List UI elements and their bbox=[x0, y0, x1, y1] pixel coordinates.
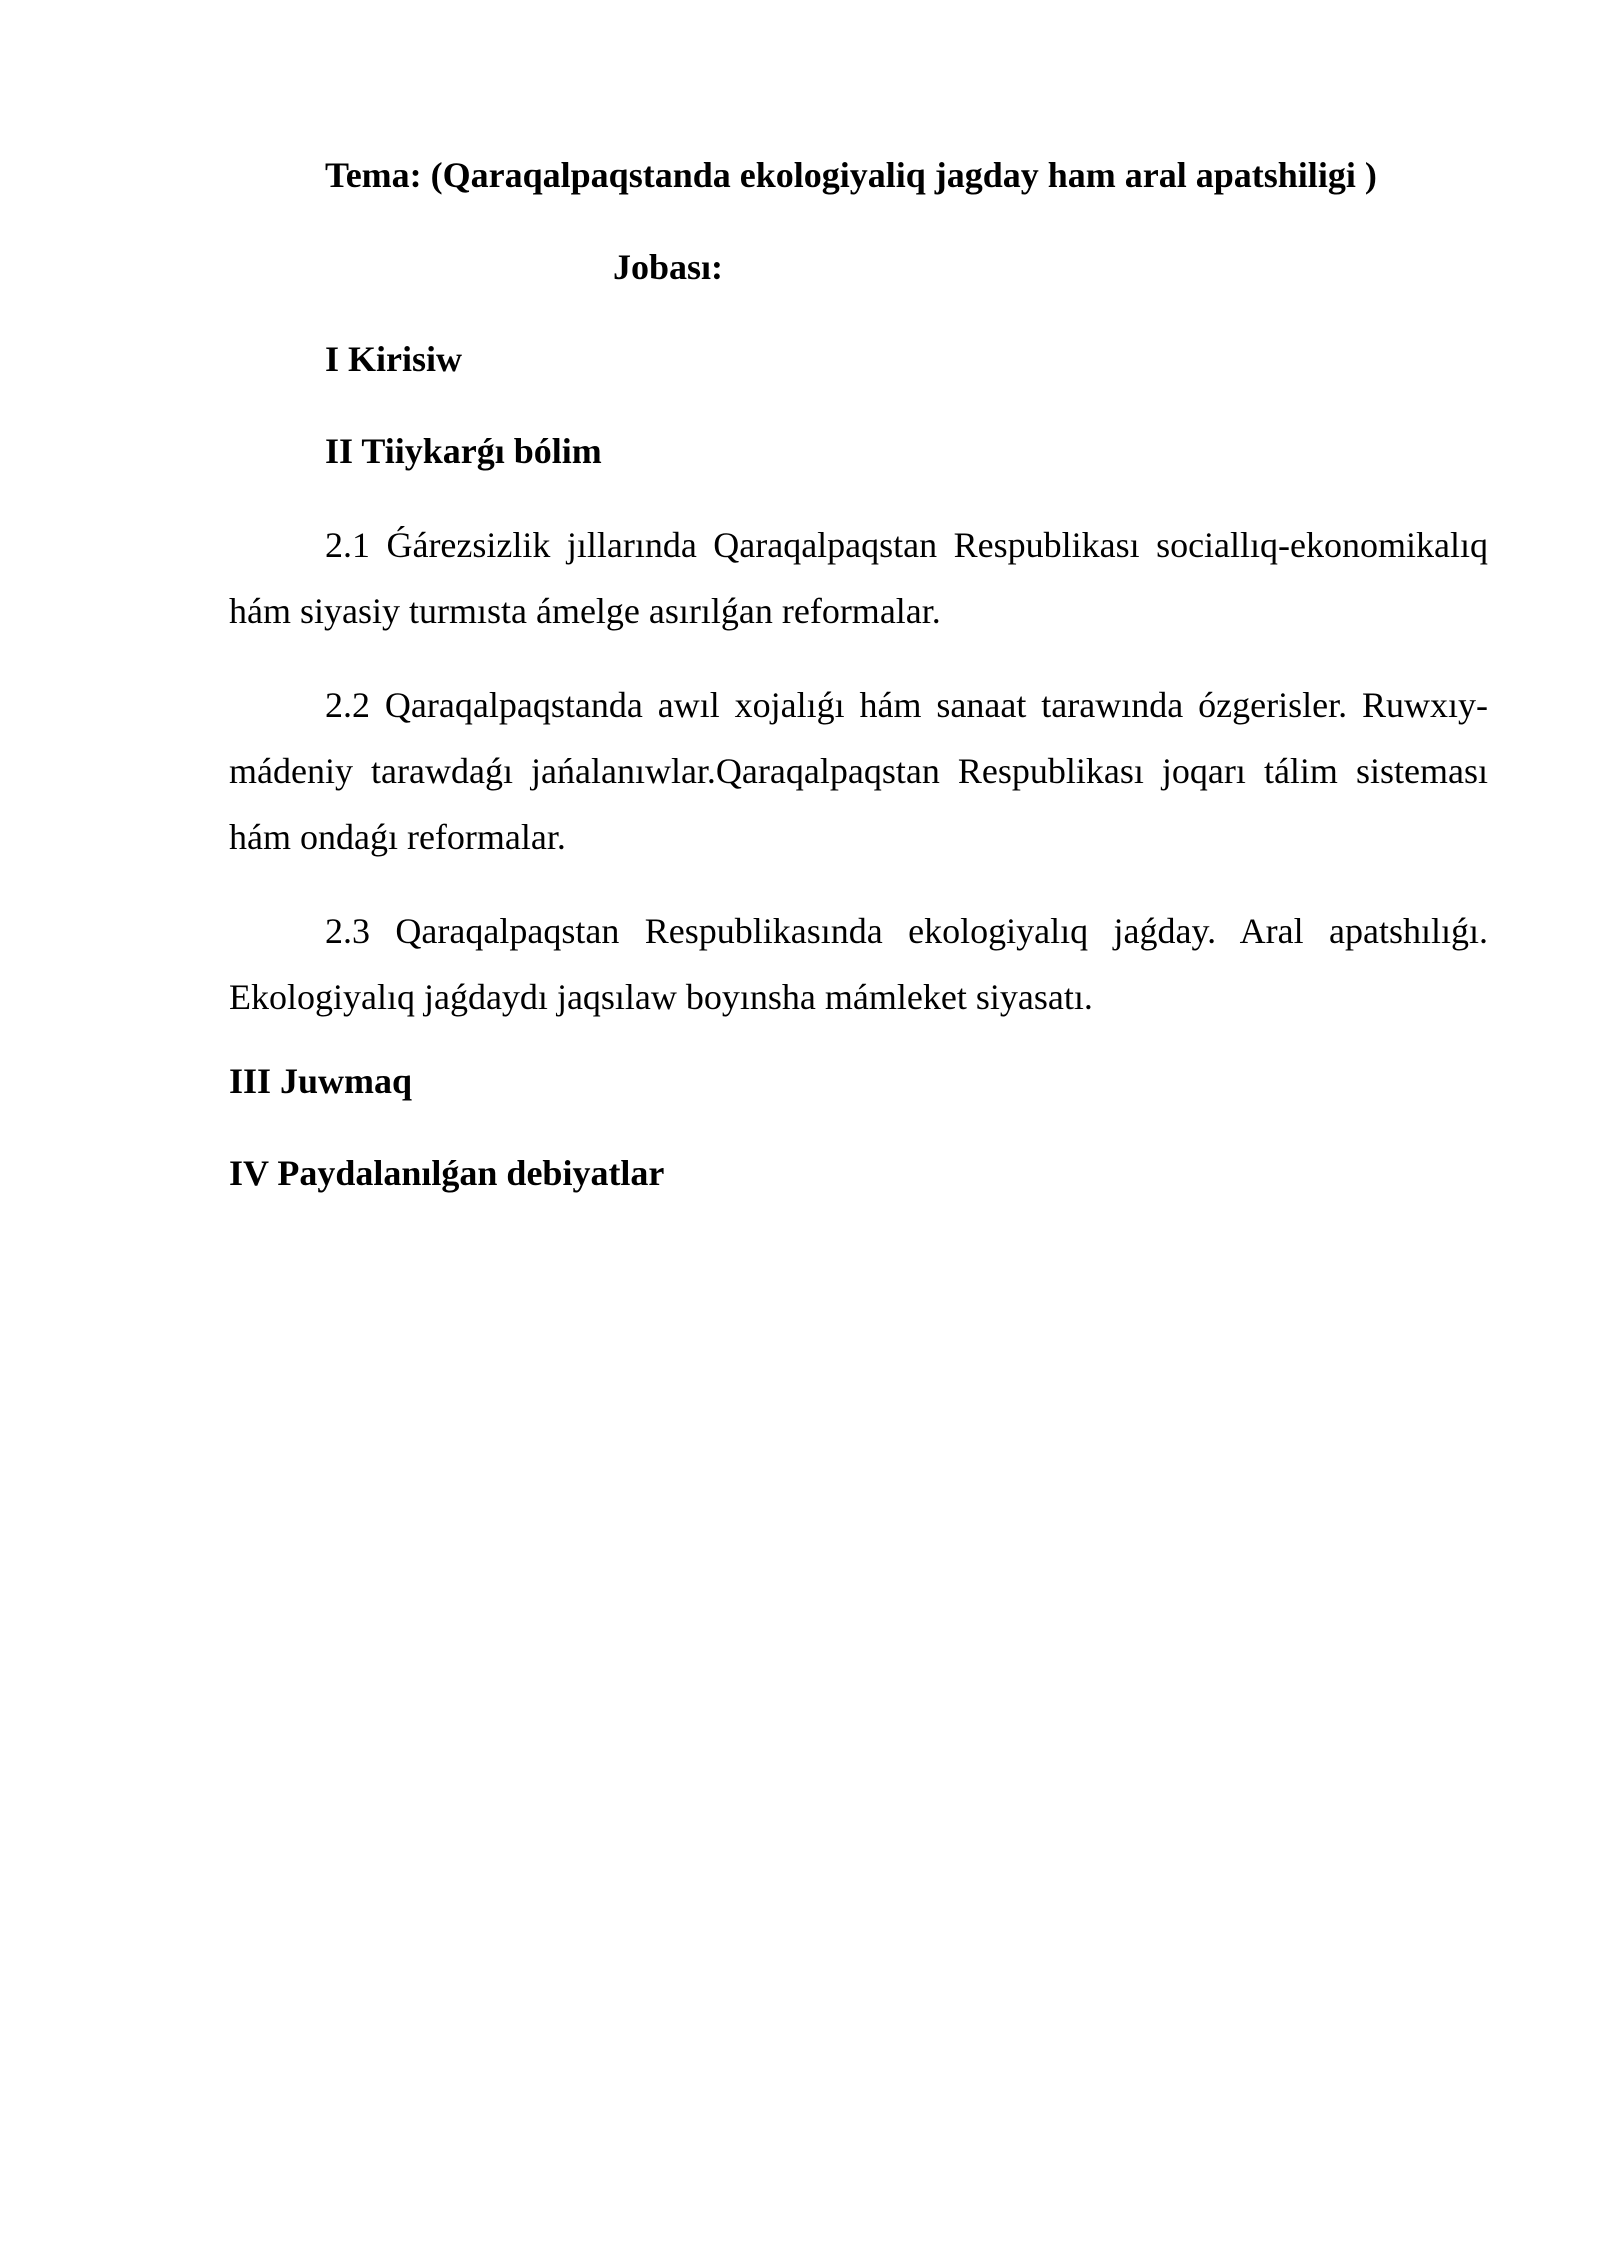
document-title: Tema: (Qaraqalpaqstanda ekologiyaliq jagday ham aral apatshiligi ) bbox=[325, 155, 1377, 195]
subsection-2-3: 2.3 Qaraqalpaqstan Respublikasında ekologiyalıq jaǵday. Aral apatshılıǵı. Ekologiyalıq jaǵdaydı jaqsılaw boyınsha mámleket siyasatı. bbox=[229, 911, 1488, 1017]
subsection-2-2: 2.2 Qaraqalpaqstanda awıl xojalıǵı hám sanaat tarawında ózgerisler. Ruwxıy-mádeniy tarawdaǵı jańalanıwlar.Qaraqalpaqstan Respublikası joqarı tálim sisteması hám ondaǵı reformalar. bbox=[229, 685, 1488, 857]
section-introduction: I Kirisiw bbox=[325, 339, 463, 379]
section-references: IV Paydalanılǵan debiyatlar bbox=[229, 1153, 665, 1193]
contents-heading: Jobası: bbox=[613, 247, 724, 287]
subsection-2-1: 2.1 Ǵárezsizlik jıllarında Qaraqalpaqstan Respublikası sociallıq-ekonomikalıq hám siyasiy turmısta ámelge asırılǵan reformalar. bbox=[229, 525, 1488, 631]
section-conclusion: III Juwmaq bbox=[229, 1061, 413, 1101]
section-main-part: II Tiiykarǵı bólim bbox=[325, 431, 602, 471]
